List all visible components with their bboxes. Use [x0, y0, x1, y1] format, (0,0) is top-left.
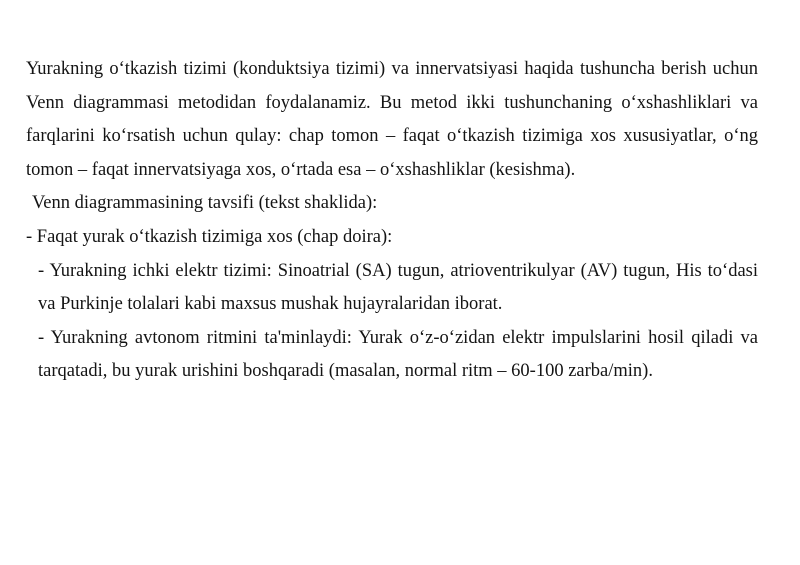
- bullet-electrical-system: - Yurakning ichki elektr tizimi: Sinoatrial (SA) tugun, atrioventrikulyar (AV) tugun, His to‘dasi va Purkinje tolalari kabi maxsus mushak hujayralaridan iborat.: [38, 260, 758, 315]
- venn-description-heading: Venn diagrammasining tavsifi (tekst shaklida):: [32, 193, 378, 214]
- intro-paragraph: Yurakning o‘tkazish tizimi (konduktsiya tizimi) va innervatsiyasi haqida tushuncha berish uchun Venn diagrammasi metodidan foydalanamiz. Bu metod ikki tushunchaning o‘xshashliklari va farqlarini ko‘rsatish uchun qulay: chap tomon – faqat o‘tkazish tizimiga xos xususiyatlar, o‘ng tomon – faqat innervatsiyaga xos, o‘rtada esa – o‘xshashliklar (kesishma).: [26, 59, 758, 180]
- bullet-autonomous-rhythm: - Yurakning avtonom ritmini ta'minlaydi: Yurak o‘z-o‘zidan elektr impulslarini hosil qiladi va tarqatadi, bu yurak urishini boshqaradi (masalan, normal ritm – 60-100 zarba/min).: [38, 327, 758, 382]
- left-circle-section-label: - Faqat yurak o‘tkazish tizimiga xos (chap doira):: [26, 226, 393, 247]
